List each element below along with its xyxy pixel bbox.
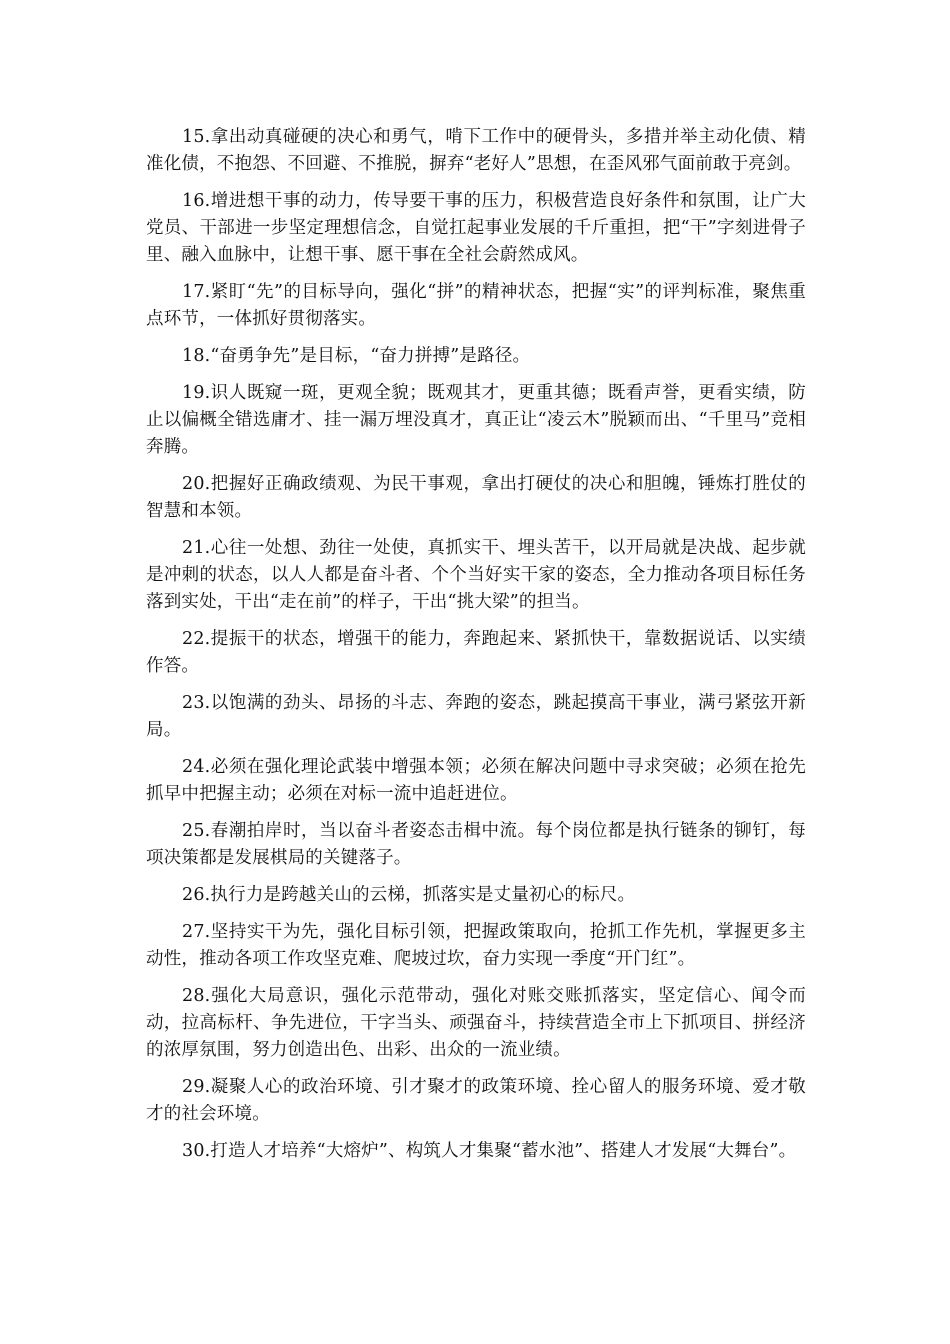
paragraph-20: 20.把握好正确政绩观、为民干事观，拿出打硬仗的决心和胆魄，锤炼打胜仗的智慧和本领。 (146, 474, 806, 521)
paragraph-27: 27.坚持实干为先，强化目标引领，把握政策取向，抢抓工作先机，掌握更多主动性，推动各项工作攻坚克难、爬坡过坎，奋力实现一季度“开门红”。 (146, 922, 806, 969)
paragraph-21: 21.心往一处想、劲往一处使，真抓实干、埋头苦干，以开局就是决战、起步就是冲刺的状态，以人人都是奋斗者、个个当好实干家的姿态，全力推动各项目标任务落到实处，干出“走在前”的样子，干出“挑大梁”的担当。 (146, 538, 806, 612)
paragraph-16: 16.增进想干事的动力，传导要干事的压力，积极营造良好条件和氛围，让广大党员、干部进一步坚定理想信念，自觉扛起事业发展的千斤重担，把“干”字刻进骨子里、融入血脉中，让想干事、愿干事在全社会蔚然成风。 (146, 191, 806, 265)
paragraph-24: 24.必须在强化理论武装中增强本领；必须在解决问题中寻求突破；必须在抢先抓早中把握主动；必须在对标一流中追赶进位。 (146, 757, 806, 804)
paragraph-26: 26.执行力是跨越关山的云梯，抓落实是丈量初心的标尺。 (182, 885, 636, 905)
paragraph-17: 17.紧盯“先”的目标导向，强化“拼”的精神状态，把握“实”的评判标准，聚焦重点环节，一体抓好贯彻落实。 (146, 282, 806, 329)
paragraph-30: 30.打造人才培养“大熔炉”、构筑人才集聚“蓄水池”、搭建人才发展“大舞台”。 (182, 1141, 797, 1161)
paragraph-29: 29.凝聚人心的政治环境、引才聚才的政策环境、拴心留人的服务环境、爱才敬才的社会环境。 (146, 1077, 806, 1124)
document-page (146, 124, 806, 1175)
paragraph-18: 18.“奋勇争先”是目标，“奋力拼搏”是路径。 (182, 346, 531, 366)
paragraph-25: 25.春潮拍岸时，当以奋斗者姿态击楫中流。每个岗位都是执行链条的铆钉，每项决策都是发展棋局的关键落子。 (146, 821, 806, 868)
paragraph-15: 15.拿出动真碰硬的决心和勇气，啃下工作中的硬骨头，多措并举主动化债、精准化债，不抱怨、不回避、不推脱，摒弃“老好人”思想，在歪风邪气面前敢于亮剑。 (146, 127, 806, 174)
paragraph-23: 23.以饱满的劲头、昂扬的斗志、奔跑的姿态，跳起摸高干事业，满弓紧弦开新局。 (146, 693, 806, 740)
paragraph-28: 28.强化大局意识，强化示范带动，强化对账交账抓落实，坚定信心、闻令而动，拉高标杆、争先进位，干字当头、顽强奋斗，持续营造全市上下抓项目、拼经济的浓厚氛围，努力创造出色、出彩、出众的一流业绩。 (146, 986, 806, 1060)
paragraph-19: 19.识人既窥一斑，更观全貌；既观其才，更重其德；既看声誉，更看实绩，防止以偏概全错选庸才、挂一漏万埋没真才，真正让“凌云木”脱颖而出、“千里马”竞相奔腾。 (146, 383, 806, 457)
paragraph-22: 22.提振干的状态，增强干的能力，奔跑起来、紧抓快干，靠数据说话、以实绩作答。 (146, 629, 806, 676)
